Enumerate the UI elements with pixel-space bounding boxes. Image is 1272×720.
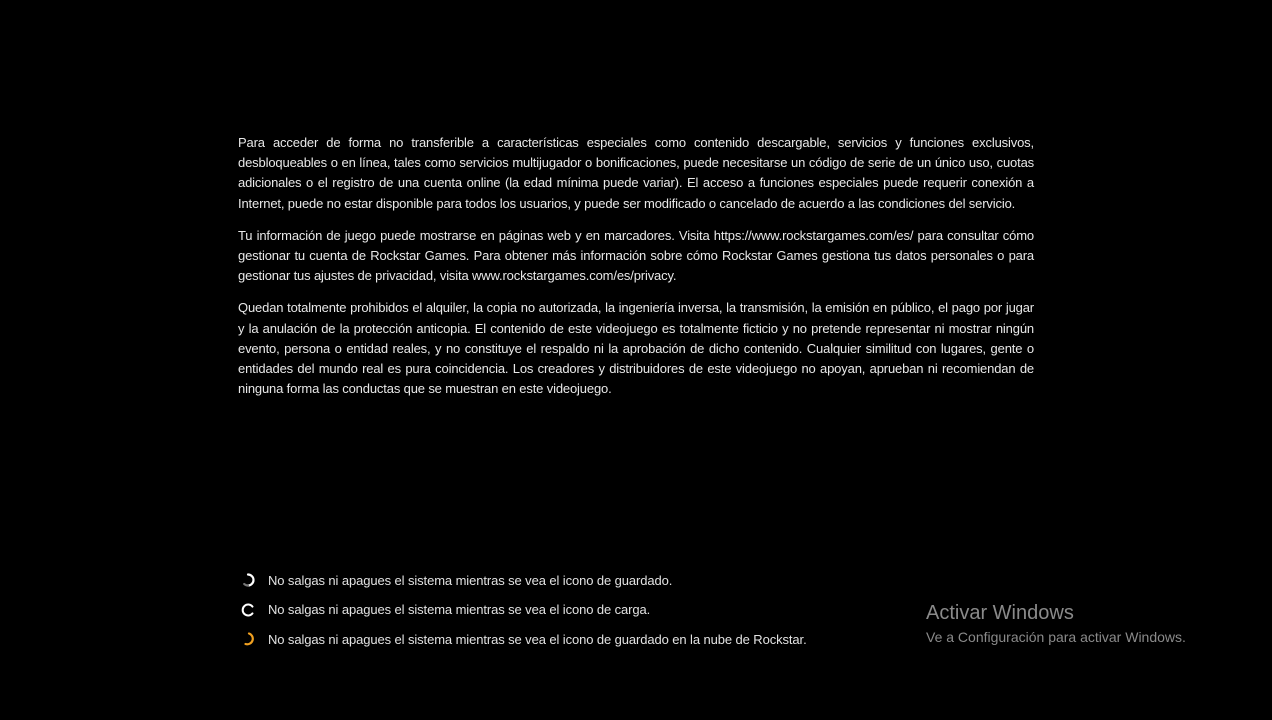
notice-cloud-saving-text: No salgas ni apagues el sistema mientras se vea el icono de guardado en la nube de Rockstar.	[268, 631, 807, 647]
notice-loading	[240, 600, 920, 620]
system-notices	[240, 570, 920, 659]
notice-saving	[240, 570, 920, 590]
windows-activation-watermark	[926, 600, 1256, 648]
notice-loading-text: No salgas ni apagues el sistema mientras se vea el icono de carga.	[268, 602, 651, 617]
cloud-saving-spinner-icon	[240, 631, 256, 647]
watermark-title: Activar Windows	[926, 602, 1074, 624]
loading-spinner-icon	[240, 602, 256, 618]
legal-paragraph-prohibitions: Quedan totalmente prohibidos el alquiler, la copia no autorizada, la ingeniería inversa, la transmisión, la emisión en público, el pago por jugar y la anulación de la protección anticopia. El contenido de este videojuego es totalmente ficticio y no pretende representar ni mostrar ningún evento, persona o entidad reales, y no constituye el respaldo ni la aprobación de dicho contenido. Cualquier similitud con lugares, gente o entidades del mundo real es pura coincidencia. Los creadores y distribuidores de este videojuego no apoyan, aprueban ni recomiendan de ninguna forma las conductas que se muestran en este videojuego.	[238, 300, 1034, 397]
legal-notice	[238, 133, 1034, 411]
saving-spinner-icon	[240, 572, 256, 588]
legal-paragraph-online-features: Para acceder de forma no transferible a características especiales como contenido descargable, servicios y funciones exclusivos, desbloqueables o en línea, tales como servicios multijugador o bonificaciones, puede necesitarse un código de serie de un único uso, cuotas adicionales o el registro de una cuenta online (la edad mínima puede variar). El acceso a funciones especiales puede requerir conexión a Internet, puede no estar disponible para todos los usuarios, y puede ser modificado o cancelado de acuerdo a las condiciones del servicio.	[238, 135, 1034, 211]
legal-paragraph-privacy: Tu información de juego puede mostrarse en páginas web y en marcadores. Visita https://www.rockstargames.com/es/ para consultar cómo gestionar tu cuenta de Rockstar Games. Para obtener más información sobre cómo Rockstar Games gestiona tus datos personales o para gestionar tus ajustes de privacidad, visita www.rockstargames.com/es/privacy.	[238, 227, 1034, 284]
watermark-subtitle: Ve a Configuración para activar Windows.	[926, 629, 1186, 645]
notice-saving-text: No salgas ni apagues el sistema mientras se vea el icono de guardado.	[268, 572, 673, 588]
notice-cloud-saving	[240, 629, 920, 649]
